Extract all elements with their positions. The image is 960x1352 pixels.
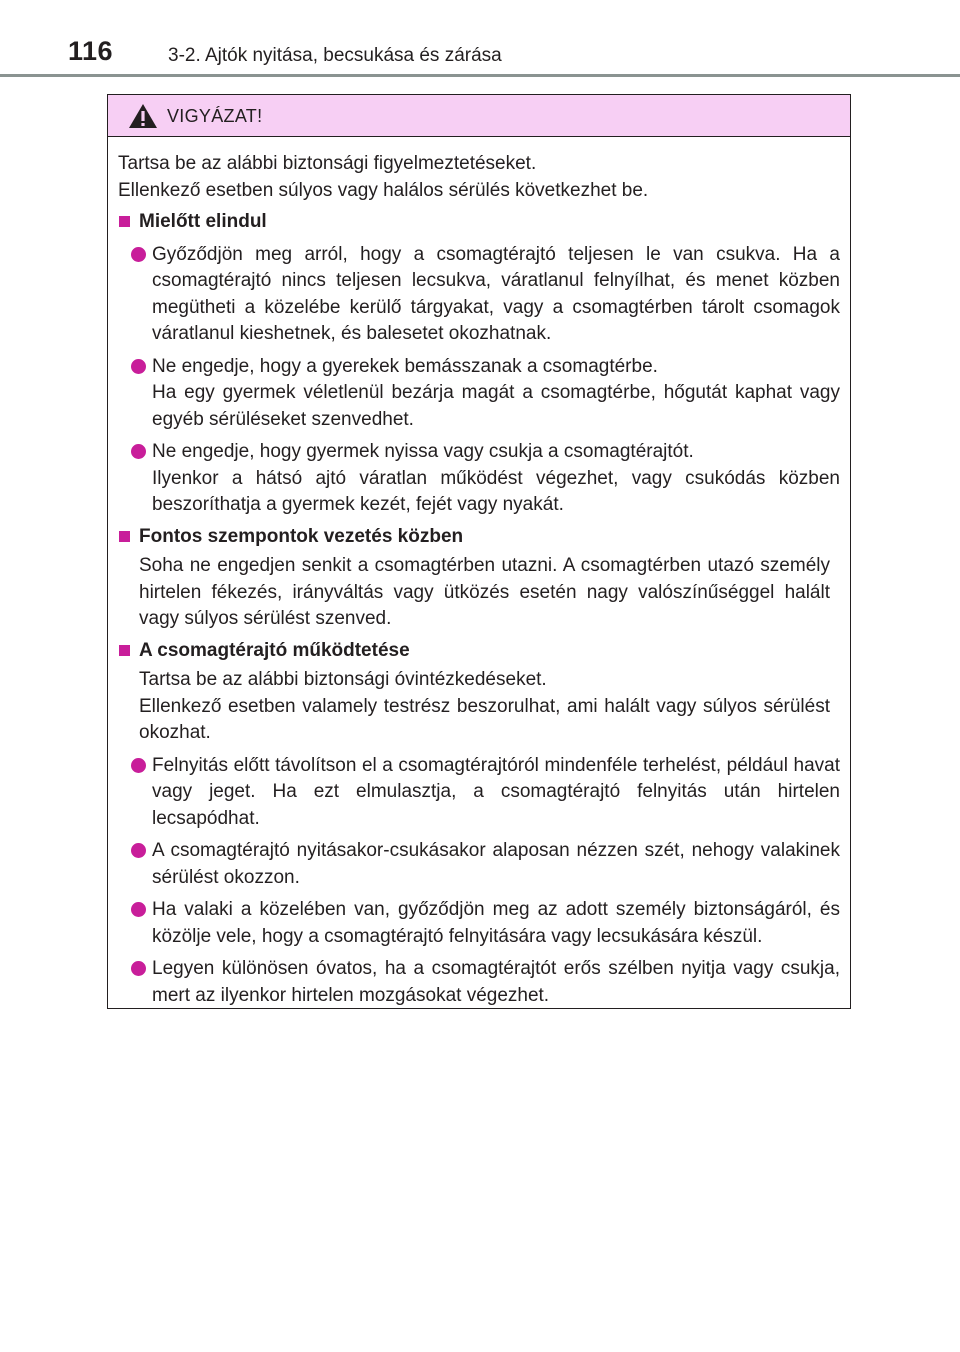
section-title: 3-2. Ajtók nyitása, becsukása és zárása [168, 45, 502, 66]
caution-header [108, 95, 850, 137]
circle-bullet-icon [131, 444, 146, 459]
list-item: Ha valaki a közelében van, győződjön meg az adott személy biztonságáról, és közölje vele, hogy a csomagtérajtó felnyitására vagy lecsukására készül. [118, 897, 840, 950]
caution-intro [118, 151, 840, 204]
list-item: A csomagtérajtó nyitásakor-csukásakor alaposan nézzen szét, nehogy valakinek sérülést okozzon. [118, 838, 840, 891]
caution-box [107, 94, 851, 1009]
page-number: 116 [68, 36, 114, 66]
list-item: Győződjön meg arról, hogy a csomagtérajtó teljesen le van csukva. Ha a csomagtérajtó nincs teljesen lecsukva, váratlanul felnyílhat, és menet közben megütheti a közelébe kerülő tárgyakat, vagy a csomagtérben tárolt csomagok váratlanul kieshetnek, és balesetet okozhatnak. [118, 242, 840, 348]
list-item: Ne engedje, hogy a gyerekek bemásszanak a csomagtérbe. Ha egy gyermek véletlenül bezárja magát a csomagtérbe, hőgutát kaphat vagy egyéb sérüléseket szenvedhet. [118, 354, 840, 434]
list-item: Ne engedje, hogy gyermek nyissa vagy csukja a csomagtérajtót. Ilyenkor a hátsó ajtó váratlan működést végezhet, vagy csukódás közben beszoríthatja a gyermek kezét, fejét vagy nyakát. [118, 439, 840, 519]
section-heading: Mielőtt elindul [118, 209, 840, 236]
circle-bullet-icon [131, 902, 146, 917]
intro-line: Ellenkező esetben súlyos vagy halálos sérülés következhet be. [118, 179, 649, 201]
circle-bullet-icon [131, 961, 146, 976]
section-text: Soha ne engedjen senkit a csomagtérben utazni. A csomagtérben utazó személy hirtelen fékezés, irányváltás vagy ütközés esetén nagy valószínűséggel halált vagy súlyos sérülést szenved. [139, 555, 830, 629]
list-item: Felnyitás előtt távolítson el a csomagtérajtóról mindenféle terhelést, például havat vagy jeget. Ha ezt elmulasztja, a csomagtérajtó felnyitás után hirtelen lecsapódhat. [118, 753, 840, 833]
section-heading: A csomagtérajtó működtetése [118, 638, 840, 665]
square-bullet-icon [119, 645, 130, 656]
caution-title: VIGYÁZAT! [167, 106, 263, 126]
section-heading: Fontos szempontok vezetés közben [118, 524, 840, 551]
circle-bullet-icon [131, 843, 146, 858]
square-bullet-icon [119, 531, 130, 542]
intro-line: Tartsa be az alábbi biztonsági figyelmeztetéseket. [118, 153, 537, 174]
circle-bullet-icon [131, 758, 146, 773]
list-item: Legyen különösen óvatos, ha a csomagtérajtót erős szélben nyitja vagy csukja, mert az ilyenkor hirtelen mozgásokat végezhet. [118, 956, 840, 1009]
circle-bullet-icon [131, 247, 146, 262]
section-text: Tartsa be az alábbi biztonsági óvintézkedéseket. Ellenkező esetben valamely testrész beszorulhat, ami halált vagy súlyos sérülést okozhat. [139, 669, 830, 743]
square-bullet-icon [119, 216, 130, 227]
circle-bullet-icon [131, 359, 146, 374]
caution-body [108, 137, 850, 1009]
header-rule [0, 74, 960, 77]
warning-triangle-icon [128, 103, 158, 129]
